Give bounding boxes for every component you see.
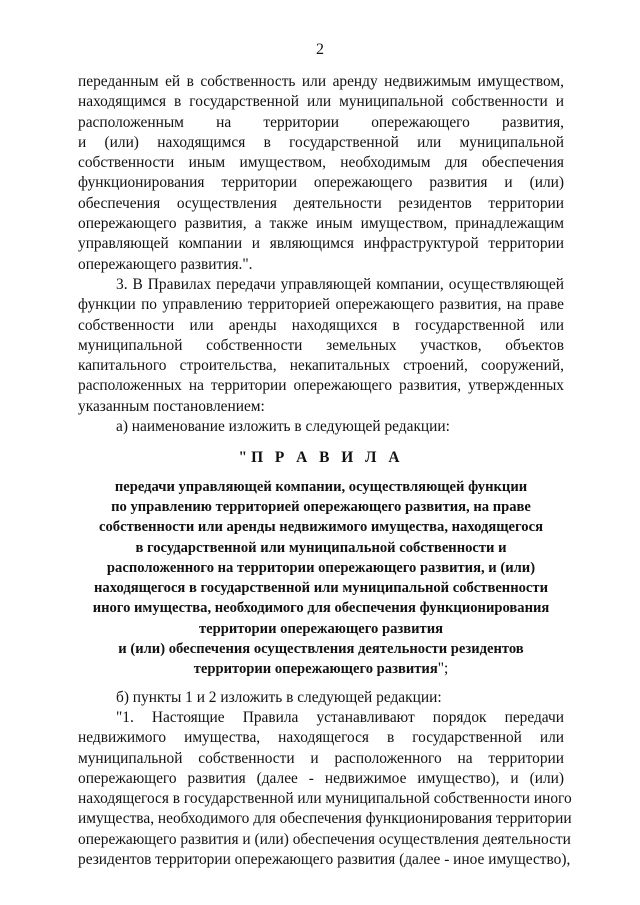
text-line: расположенных на территории опережающего развития, утвержденных bbox=[78, 377, 564, 395]
text-line: опережающего развития и (или) обеспечения осуществления деятельности bbox=[78, 830, 571, 848]
text-line: опережающего развития, а также иным имуществом, принадлежащим bbox=[78, 215, 564, 233]
text-line: муниципальной собственности земельных участков, объектов bbox=[78, 336, 564, 354]
rules-subtitle-line: в государственной или муниципальной собственности и bbox=[135, 539, 507, 556]
text-line: недвижимого имущества, находящегося в государственной или bbox=[78, 729, 564, 747]
rules-subtitle-line: по управлению территорией опережающего развития, на праве bbox=[111, 498, 531, 515]
text-line: собственности или аренды находящихся в государственной или bbox=[78, 316, 564, 334]
text-line: опережающего развития.". bbox=[78, 255, 253, 273]
page-number: 2 bbox=[316, 41, 324, 58]
rules-subtitle-line: расположенного на территории опережающего развития, и (или) bbox=[106, 559, 536, 576]
rules-subtitle-line: передачи управляющей компании, осуществляющей функции bbox=[114, 478, 528, 495]
text-line: указанным постановлением: bbox=[78, 397, 265, 415]
text-line: имущества, необходимого для обеспечения функционирования территории bbox=[78, 810, 572, 828]
rules-title: "П Р А В И Л А bbox=[238, 449, 404, 467]
text-line: опережающего развития (далее - недвижимое имущество), и (или) bbox=[78, 769, 564, 787]
rules-subtitle-line: территории опережающего развития bbox=[199, 620, 443, 637]
document-body bbox=[78, 72, 572, 870]
text-line: капитального строительства, некапитальных строений, сооружений, bbox=[78, 357, 564, 375]
text-line-item-a: а) наименование изложить в следующей редакции: bbox=[116, 418, 450, 436]
text-line: резидентов территории опережающего развития (далее - иное имущество), bbox=[78, 850, 571, 868]
rules-subtitle-last-line bbox=[78, 659, 564, 679]
rules-subtitle-line: территории опережающего развития bbox=[193, 661, 438, 678]
text-line: собственности иным имуществом, необходимым для обеспечения bbox=[78, 154, 564, 172]
text-line: находящегося в государственной или муниципальной собственности иного bbox=[78, 790, 572, 808]
text-line-item-b: б) пункты 1 и 2 изложить в следующей редакции: bbox=[116, 688, 442, 706]
text-line: "1. Настоящие Правила устанавливают порядок передачи bbox=[116, 708, 564, 726]
text-line: муниципальной собственности и расположенного на территории bbox=[78, 749, 564, 767]
rules-subtitle-line: собственности или аренды недвижимого имущества, находящегося bbox=[99, 519, 543, 536]
text-line: функционирования территории опережающего развития и (или) bbox=[78, 174, 564, 192]
text-line: расположенным на территории опережающего развития, bbox=[78, 113, 564, 131]
text-line: управляющей компании и являющимся инфраструктурой территории bbox=[78, 235, 564, 253]
rules-subtitle-line: и (или) обеспечения осуществления деятельности резидентов bbox=[118, 641, 524, 658]
text-line: и (или) находящимся в государственной или муниципальной bbox=[78, 133, 564, 151]
rules-subtitle-end: "; bbox=[437, 660, 449, 678]
rules-subtitle-line: иного имущества, необходимого для обеспечения функционирования bbox=[92, 600, 550, 617]
rules-subtitle-line: находящегося в государственной или муниципальной собственности bbox=[94, 580, 548, 597]
text-line: 3. В Правилах передачи управляющей компании, осуществляющей bbox=[116, 275, 564, 293]
text-line: функции по управлению территорией опережающего развития, на праве bbox=[78, 296, 564, 314]
text-line: переданным ей в собственность или аренду недвижимым имуществом, bbox=[78, 73, 564, 90]
text-line: обеспечения осуществления деятельности резидентов территории bbox=[78, 194, 564, 212]
text-line: находящимся в государственной или муниципальной собственности и bbox=[78, 93, 564, 111]
